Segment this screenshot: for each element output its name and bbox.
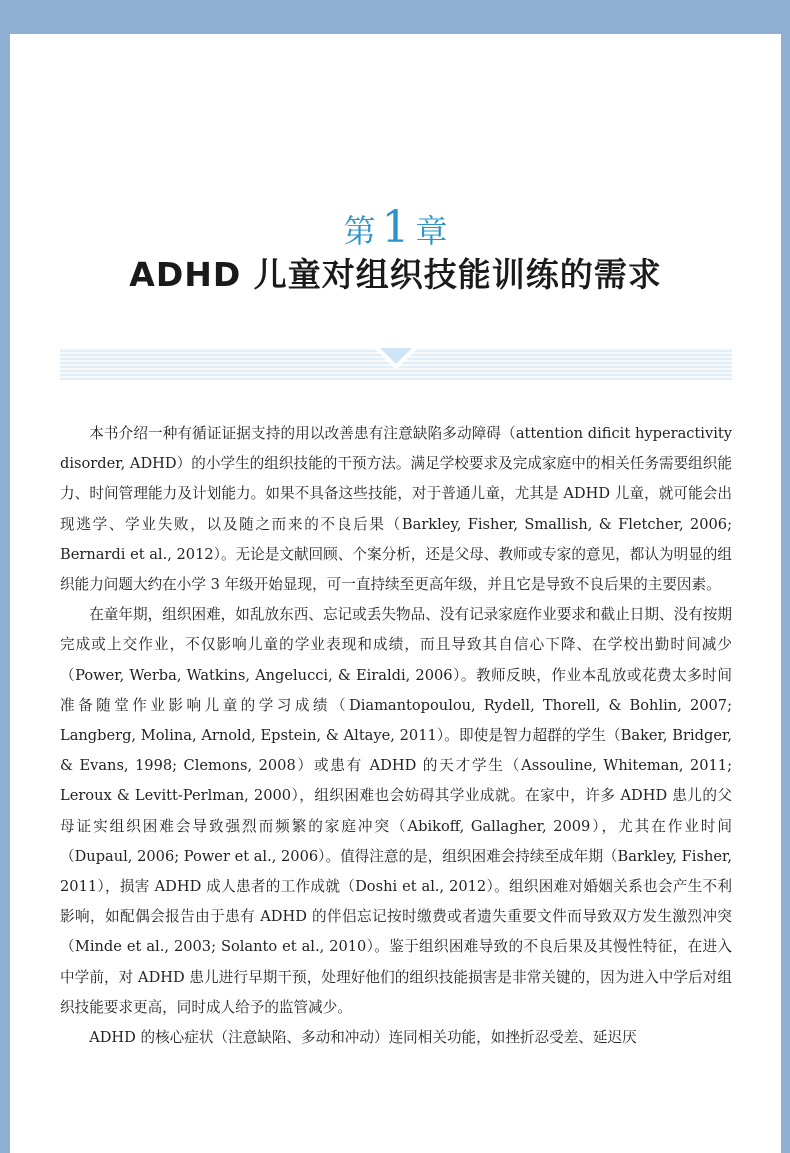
paragraph: ADHD 的核心症状（注意缺陷、多动和冲动）连同相关功能，如挫折忍受差、延迟厌 [89, 1029, 637, 1047]
book-page [10, 34, 781, 1153]
chapter-prefix: 第 [343, 212, 376, 250]
paragraph: 在童年期，组织困难，如乱放东西、忘记或丢失物品、没有记录家庭作业要求和截止日期、没有按期完成或上交作业，不仅影响儿童的学业表现和成绩，而且导致其自信心下降、在学校出勤时间减少（Power, Werba, Watkins, Angelucci, & Eiraldi, 2006）。教师反映，作业本乱放或花费太多时间准备随堂作业影响儿童的学习成绩（Diamantopoulou, Rydell, Thorell, & Bohlin, 2007; Langberg, Molina, Arnold, Epstein, & Altaye, 2011）。即使是智力超群的学生（Baker, Bridger, & Evans, 1998; Clemons, 2008）或患有 ADHD 的天才学生（Assouline, Whiteman, 2011; Leroux & Levitt-Perlman, 2000），组织困难也会妨碍其学业成就。在家中，许多 ADHD 患儿的父母证实组织困难会导致强烈而频繁的家庭冲突（Abikoff, Gallagher, 2009），尤其在作业时间（Dupaul, 2006; Power et al., 2006）。值得注意的是，组织困难会持续至成年期（Barkley, Fisher, 2011），损害 ADHD 成人患者的工作成就（Doshi et al., 2012）。组织困难对婚姻关系也会产生不利影响，如配偶会报告由于患有 ADHD 的伴侣忘记按时缴费或者遗失重要文件而导致双方发生激烈冲突（Minde et al., 2003; Solanto et al., 2010）。鉴于组织困难导致的不良后果及其慢性特征，在进入中学前，对 ADHD 患儿进行早期干预，处理好他们的组织技能损害是非常关键的，因为进入中学后对组织技能要求更高，同时成人给予的监管减少。 [60, 606, 732, 1016]
chapter-title: ADHD 儿童对组织技能训练的需求 [129, 255, 662, 294]
body-text [60, 419, 732, 1053]
chapter-suffix: 章 [415, 212, 448, 250]
banner-chevron-icon [374, 348, 418, 372]
paragraph: 本书介绍一种有循证证据支持的用以改善患有注意缺陷多动障碍（attention dificit hyperactivity disorder, ADHD）的小学生的组织技能的干预方法。满足学校要求及完成家庭中的相关任务需要组织能力、时间管理能力及计划能力。如果不具备这些技能，对于普通儿童，尤其是 ADHD 儿童，就可能会出现逃学、学业失败，以及随之而来的不良后果（Barkley, Fisher, Smallish, & Fletcher, 2006; Bernardi et al., 2012）。无论是文献回顾、个案分析，还是父母、教师或专家的意见，都认为明显的组织能力问题大约在小学 3 年级开始显现，可一直持续至更高年级，并且它是导致不良后果的主要因素。 [60, 425, 732, 594]
chapter-label [10, 202, 781, 253]
chapter-number: 1 [381, 202, 410, 253]
